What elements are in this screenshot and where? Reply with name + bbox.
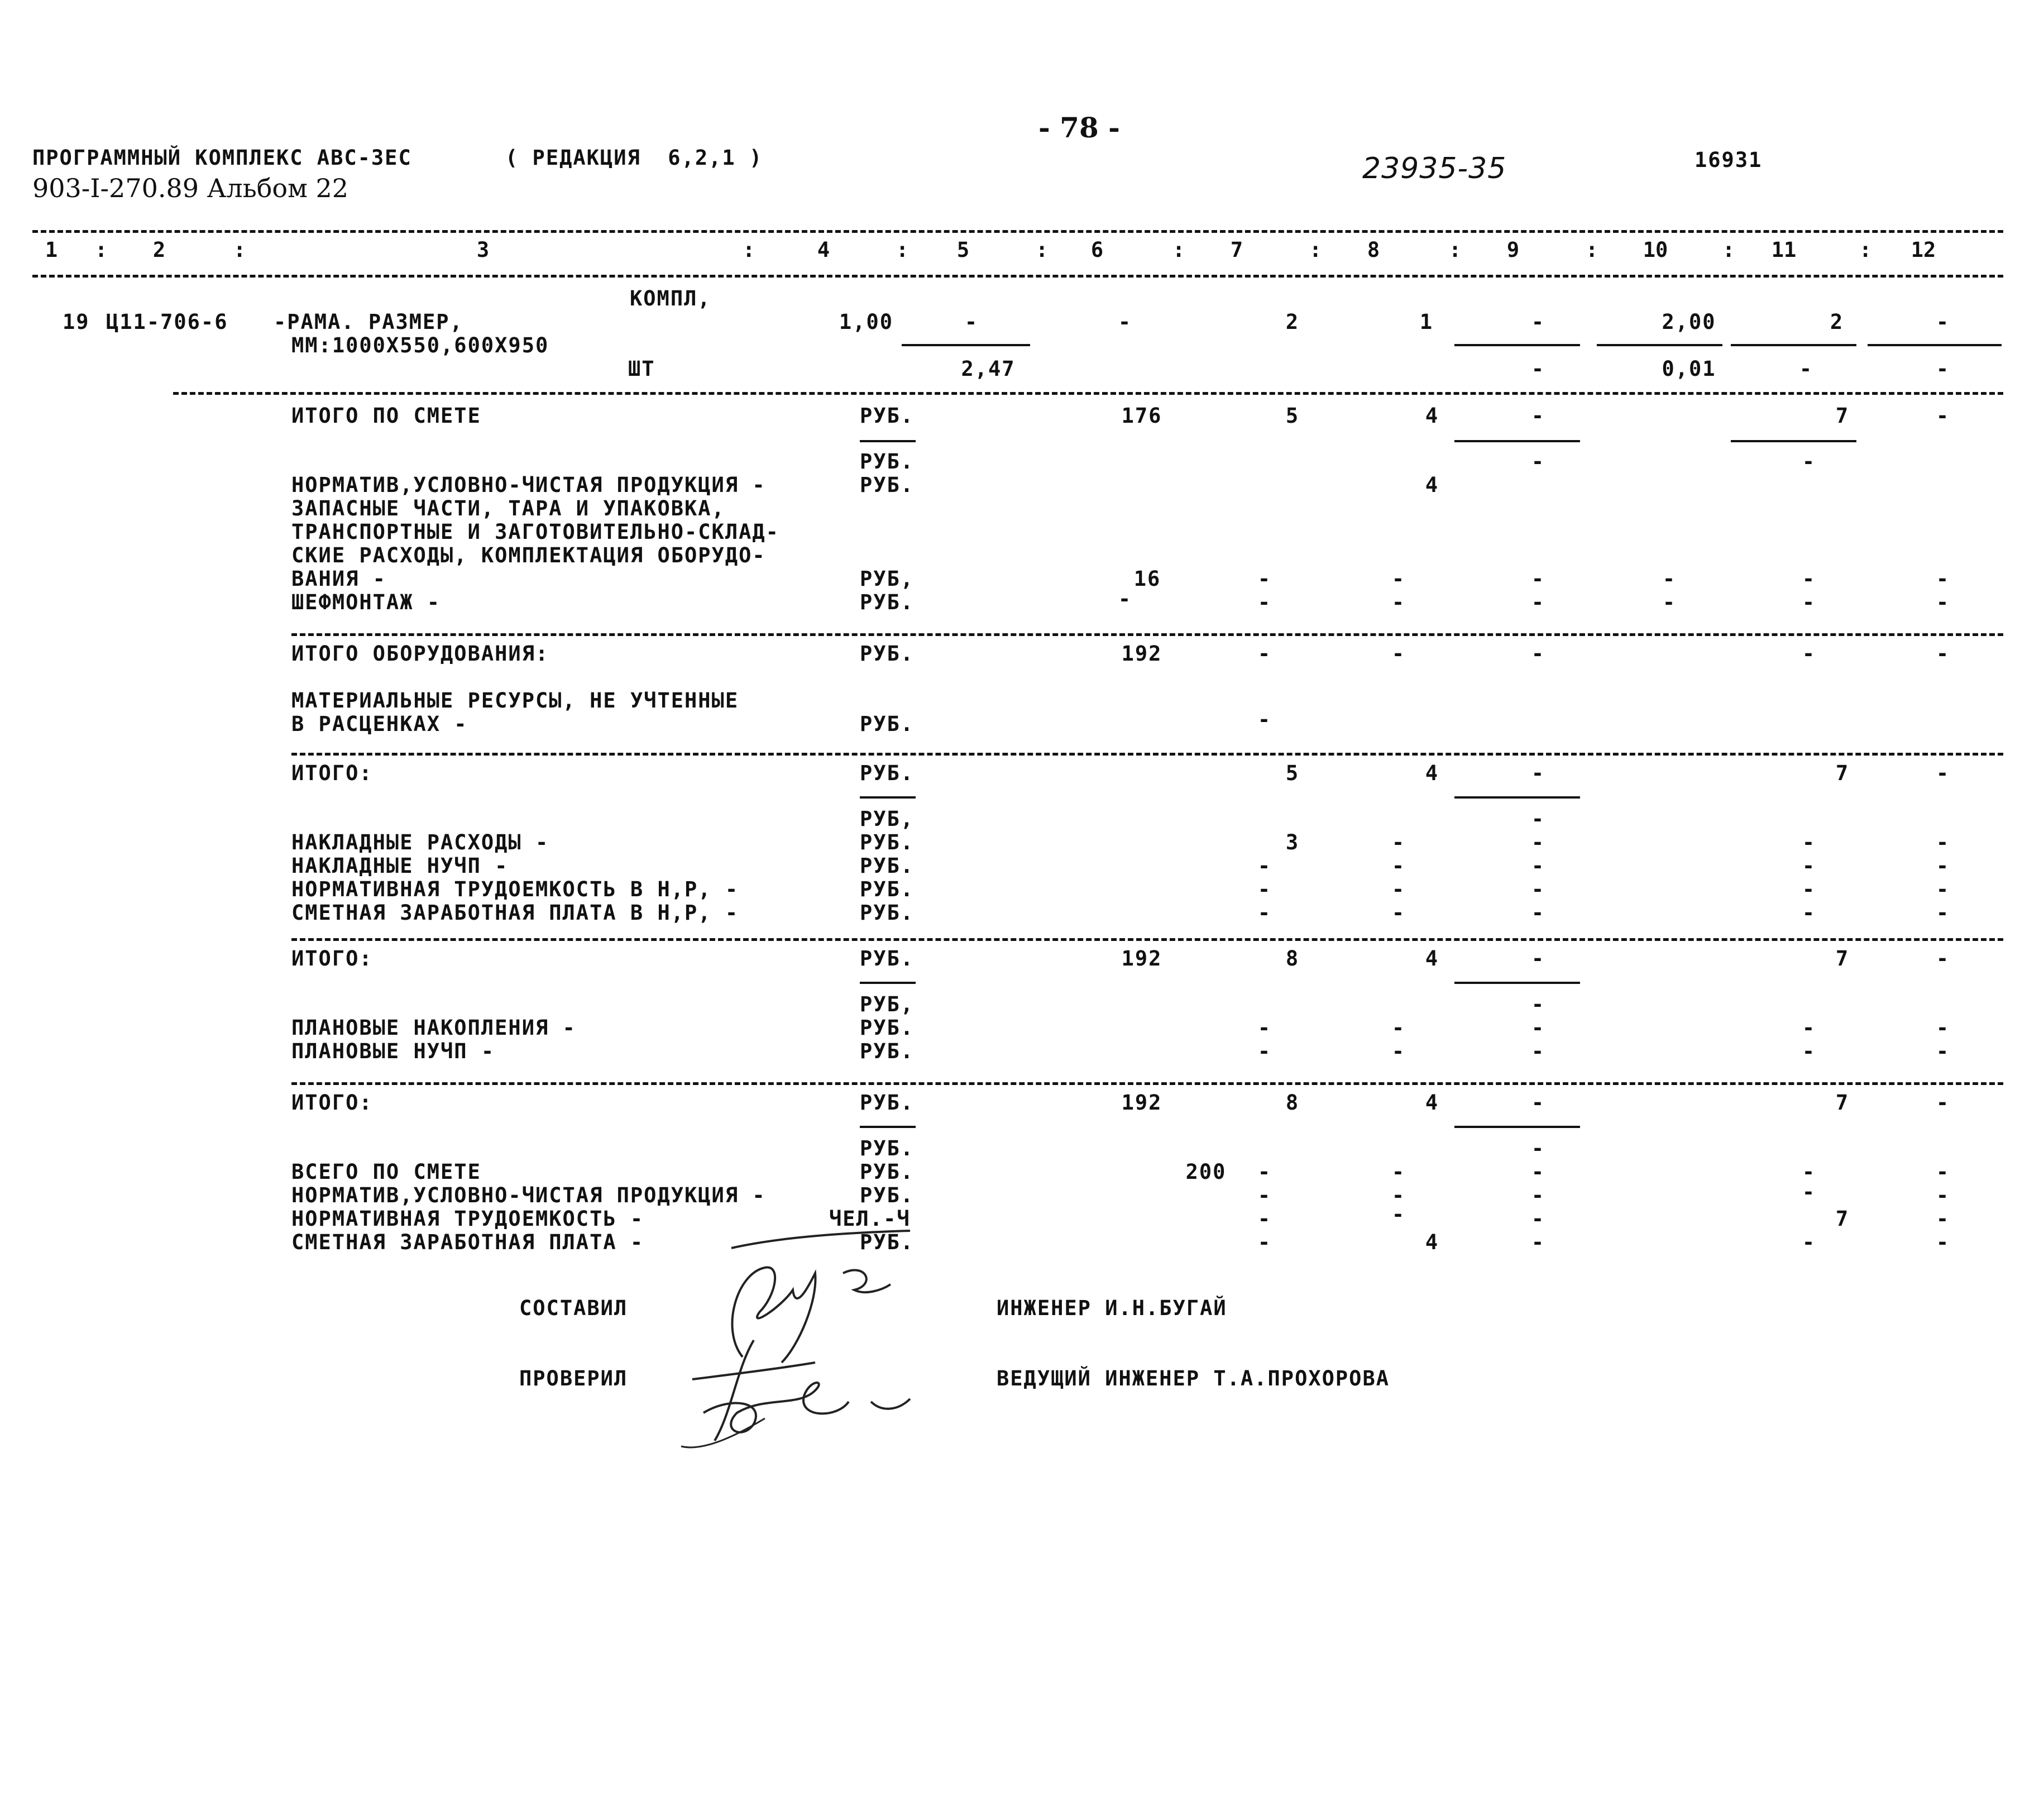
itogo3-col9b: - (1531, 1136, 1545, 1160)
item-col10-bottom: 0,01 (1662, 357, 1716, 381)
item-unit-top: КОМПЛ, (630, 286, 711, 310)
itogo1-unit-rule (860, 796, 916, 799)
nakladnye-nuchp-col9: - (1531, 854, 1545, 878)
shefmontazh-col11: - (1802, 590, 1816, 614)
normativ2-col11: - (1802, 1180, 1816, 1204)
nakladnye-label: НАКЛАДНЫЕ РАСХОДЫ - (291, 830, 549, 854)
norm-trud-np-col8: - (1391, 877, 1406, 901)
nakladnye-col11: - (1802, 830, 1816, 854)
col-separator: : (1036, 238, 1049, 262)
col-separator: : (1859, 238, 1872, 262)
norm-trud-np-col12: - (1936, 877, 1950, 901)
proveril-name: ВЕДУЩИЙ ИНЖЕНЕР Т.А.ПРОХОРОВА (997, 1366, 1390, 1390)
itogo-smeta-col9-rule (1454, 440, 1580, 442)
section-rule (291, 938, 2003, 941)
item-number: 19 (63, 310, 90, 334)
col-separator: : (95, 238, 108, 262)
smet-zp-np-col12: - (1936, 901, 1950, 925)
smet-zp-unit: РУБ. (860, 1230, 915, 1254)
zapchasti-unit: РУБ, (860, 567, 915, 591)
item-qty: 1,00 (839, 310, 893, 334)
itogo3-label: ИТОГО: (291, 1091, 373, 1115)
col-separator: : (896, 238, 909, 262)
itogo2-col12: - (1936, 947, 1950, 971)
itogo3-col9-rule (1454, 1126, 1580, 1128)
plan-nuchp-unit: РУБ. (860, 1039, 915, 1063)
vsego-col6: 200 (1185, 1160, 1227, 1184)
shefmontazh-label: ШЕФМОНТАЖ - (291, 590, 441, 614)
itogo2-col11: 7 (1835, 947, 1850, 971)
col-number-12: 12 (1911, 238, 1936, 262)
project-number: 903-I-270.89 Альбом 22 (32, 173, 349, 203)
col-separator: : (1586, 238, 1598, 262)
plan-nuchp-col9: - (1531, 1039, 1545, 1063)
nakladnye-nuchp-col8: - (1391, 854, 1406, 878)
itogo2-col9b: - (1531, 992, 1545, 1016)
handwritten-code: 23935-35 (1362, 152, 1507, 185)
shefmontazh-col9: - (1531, 590, 1545, 614)
normativ-label: НОРМАТИВ,УСЛОВНО-ЧИСТАЯ ПРОДУКЦИЯ - (291, 473, 766, 497)
smet-zp-label: СМЕТНАЯ ЗАРАБОТНАЯ ПЛАТА - (291, 1230, 644, 1254)
normativ2-col12: - (1936, 1183, 1950, 1207)
plan-nuchp-label: ПЛАНОВЫЕ НУЧП - (291, 1039, 495, 1063)
item-col10-top: 2,00 (1662, 310, 1716, 334)
col-number-3: 3 (476, 238, 490, 262)
header-bottom-rule (32, 275, 2003, 278)
shefmontazh-col12: - (1936, 590, 1950, 614)
itogo-smeta-unit2: РУБ. (860, 450, 915, 474)
item-col11-rule (1731, 344, 1856, 346)
shefmontazh-col8: - (1391, 590, 1406, 614)
itogo-oborud-col8: - (1391, 642, 1406, 666)
itogo-smeta-unit-rule (860, 440, 916, 442)
item-col9-top: - (1531, 310, 1545, 334)
itogo1-col8: 4 (1425, 761, 1439, 785)
col-number-9: 9 (1506, 238, 1520, 262)
item-col5-bottom: 2,47 (961, 357, 1016, 381)
nakladnye-nuchp-col11: - (1802, 854, 1816, 878)
col-number-10: 10 (1643, 238, 1668, 262)
itogo2-col7: 8 (1285, 947, 1300, 971)
page-number: - 78 - (1038, 111, 1120, 144)
normativ-col8: 4 (1425, 473, 1439, 497)
plan-nakop-col7: - (1257, 1016, 1272, 1040)
item-unit-bottom: ШТ (628, 357, 655, 381)
itogo-smeta-col9b: - (1531, 450, 1545, 474)
item-code: Ц11-706-6 (106, 310, 228, 334)
proveril-label: ПРОВЕРИЛ (519, 1366, 628, 1390)
itogo-smeta-unit: РУБ. (860, 404, 915, 428)
col-separator: : (1722, 238, 1735, 262)
vsego-col7: - (1257, 1160, 1272, 1184)
normativ2-col8: - (1391, 1183, 1406, 1207)
itogo-smeta-col6: 176 (1121, 404, 1162, 428)
itogo1-col9-rule (1454, 796, 1580, 799)
nakladnye-col12: - (1936, 830, 1950, 854)
itogo3-col11: 7 (1835, 1091, 1850, 1115)
smet-zp-np-label: СМЕТНАЯ ЗАРАБОТНАЯ ПЛАТА В Н,Р, - (291, 901, 739, 925)
col-number-4: 4 (817, 238, 830, 262)
itogo-oborud-label: ИТОГО ОБОРУДОВАНИЯ: (291, 642, 549, 666)
plan-nakop-col8: - (1391, 1016, 1406, 1040)
nakladnye-nuchp-unit: РУБ. (860, 854, 915, 878)
smet-zp-np-col7: - (1257, 901, 1272, 925)
itogo-smeta-label: ИТОГО ПО СМЕТЕ (291, 404, 481, 428)
itogo-oborud-col7: - (1257, 642, 1272, 666)
col-number-1: 1 (45, 238, 58, 262)
program-name: ПРОГРАММНЫЙ КОМПЛЕКС АВС-3ЕС (32, 146, 412, 170)
section-rule (291, 633, 2003, 636)
item-col5-rule (902, 344, 1030, 346)
plan-nakop-col9: - (1531, 1016, 1545, 1040)
sostavil-name: ИНЖЕНЕР И.Н.БУГАЙ (997, 1296, 1227, 1320)
item-col6: - (1118, 310, 1132, 334)
vsego-col12: - (1936, 1160, 1950, 1184)
zapchasti-line2: ТРАНСПОРТНЫЕ И ЗАГОТОВИТЕЛЬНО-СКЛАД- (291, 520, 779, 544)
normativ2-label: НОРМАТИВ,УСЛОВНО-ЧИСТАЯ ПРОДУКЦИЯ - (291, 1183, 766, 1207)
item-col11-top: 2 (1830, 310, 1844, 334)
norm-trud-np-label: НОРМАТИВНАЯ ТРУДОЕМКОСТЬ В Н,Р, - (291, 877, 739, 901)
itogo1-col12: - (1936, 761, 1950, 785)
norm-trud-col11: 7 (1835, 1207, 1850, 1231)
col-separator: : (743, 238, 755, 262)
smet-zp-col8: 4 (1425, 1230, 1439, 1254)
item-col11-bottom: - (1799, 357, 1813, 381)
itogo2-col9-rule (1454, 982, 1580, 984)
col-number-6: 6 (1090, 238, 1104, 262)
itogo3-col9: - (1531, 1091, 1545, 1115)
document-number: 16931 (1694, 148, 1763, 172)
header-top-rule (32, 230, 2003, 233)
item-col9-bottom: - (1531, 357, 1545, 381)
itogo1-unit2: РУБ, (860, 807, 915, 831)
vsego-col8: - (1391, 1160, 1406, 1184)
norm-trud-np-unit: РУБ. (860, 877, 915, 901)
itogo-smeta-col11: 7 (1835, 404, 1850, 428)
itogo-smeta-col9: - (1531, 404, 1545, 428)
shefmontazh-col6: - (1118, 587, 1132, 611)
shefmontazh-col10: - (1662, 590, 1677, 614)
program-edition: ( РЕДАКЦИЯ 6,2,1 ) (505, 146, 763, 170)
itogo1-unit: РУБ. (860, 761, 915, 785)
itogo3-unit: РУБ. (860, 1091, 915, 1115)
plan-nuchp-col7: - (1257, 1039, 1272, 1063)
col-separator: : (1172, 238, 1185, 262)
normativ2-col7: - (1257, 1183, 1272, 1207)
item-bottom-rule (173, 392, 2003, 395)
smet-zp-col11: - (1802, 1230, 1816, 1254)
material-unit: РУБ. (860, 712, 915, 736)
smet-zp-np-col11: - (1802, 901, 1816, 925)
item-col5-top: - (964, 310, 979, 334)
col-separator: : (233, 238, 246, 262)
item-col8: 1 (1419, 310, 1434, 334)
item-name-line2: ММ:1000Х550,600Х950 (291, 333, 549, 357)
smet-zp-np-unit: РУБ. (860, 901, 915, 925)
zapchasti-line4: ВАНИЯ - (291, 567, 386, 591)
norm-trud-np-col11: - (1802, 877, 1816, 901)
section-rule (291, 753, 2003, 756)
smet-zp-np-col8: - (1391, 901, 1406, 925)
plan-nakop-col11: - (1802, 1016, 1816, 1040)
smet-zp-col7: - (1257, 1230, 1272, 1254)
col-number-2: 2 (152, 238, 166, 262)
nakladnye-col7: 3 (1285, 830, 1300, 854)
col-number-11: 11 (1771, 238, 1797, 262)
itogo2-col6: 192 (1121, 947, 1162, 971)
item-col10-rule (1597, 344, 1722, 346)
vsego-unit: РУБ. (860, 1160, 915, 1184)
nakladnye-col8: - (1391, 830, 1406, 854)
normativ2-unit: РУБ. (860, 1183, 915, 1207)
vsego-col9: - (1531, 1160, 1545, 1184)
normativ-unit: РУБ. (860, 473, 915, 497)
zapchasti-col6: 16 (1133, 567, 1161, 591)
itogo-smeta-col12: - (1936, 404, 1950, 428)
itogo-oborud-col11: - (1802, 642, 1816, 666)
norm-trud-np-col7: - (1257, 877, 1272, 901)
plan-nuchp-col8: - (1391, 1039, 1406, 1063)
zapchasti-line3: СКИЕ РАСХОДЫ, КОМПЛЕКТАЦИЯ ОБОРУДО- (291, 543, 766, 567)
sostavil-label: СОСТАВИЛ (519, 1296, 628, 1320)
material-line1: МАТЕРИАЛЬНЫЕ РЕСУРСЫ, НЕ УЧТЕННЫЕ (291, 689, 739, 713)
norm-trud-unit: ЧЕЛ.-Ч (829, 1207, 911, 1231)
itogo-smeta-col11b: - (1802, 450, 1816, 474)
itogo3-col8: 4 (1425, 1091, 1439, 1115)
itogo-oborud-col6: 192 (1121, 642, 1162, 666)
itogo2-unit: РУБ. (860, 947, 915, 971)
itogo-smeta-col11-rule (1731, 440, 1856, 442)
smet-zp-col9: - (1531, 1230, 1545, 1254)
material-line2: В РАСЦЕНКАХ - (291, 712, 468, 736)
nakladnye-col9: - (1531, 830, 1545, 854)
col-number-8: 8 (1367, 238, 1380, 262)
zapchasti-col7: - (1257, 567, 1272, 591)
itogo1-col9: - (1531, 761, 1545, 785)
shefmontazh-unit: РУБ. (860, 590, 915, 614)
item-col7: 2 (1285, 310, 1300, 334)
itogo-smeta-col8: 4 (1425, 404, 1439, 428)
zapchasti-col8: - (1391, 567, 1406, 591)
itogo1-label: ИТОГО: (291, 761, 373, 785)
col-separator: : (1449, 238, 1462, 262)
smet-zp-col12: - (1936, 1230, 1950, 1254)
nakladnye-unit: РУБ. (860, 830, 915, 854)
nakladnye-nuchp-col7: - (1257, 854, 1272, 878)
itogo-smeta-col7: 5 (1285, 404, 1300, 428)
item-col12-rule (1868, 344, 2002, 346)
plan-nakop-unit: РУБ. (860, 1016, 915, 1040)
norm-trud-col9: - (1531, 1207, 1545, 1231)
item-col9-rule (1454, 344, 1580, 346)
itogo2-col9: - (1531, 947, 1545, 971)
vsego-label: ВСЕГО ПО СМЕТЕ (291, 1160, 481, 1184)
itogo2-col8: 4 (1425, 947, 1439, 971)
col-number-5: 5 (956, 238, 970, 262)
itogo1-col7: 5 (1285, 761, 1300, 785)
itogo3-col12: - (1936, 1091, 1950, 1115)
norm-trud-col7: - (1257, 1207, 1272, 1231)
smet-zp-np-col9: - (1531, 901, 1545, 925)
item-name-line1: -РАМА. РАЗМЕР, (274, 310, 463, 334)
material-col7: - (1257, 708, 1272, 732)
zapchasti-col9: - (1531, 567, 1545, 591)
itogo-oborud-col9: - (1531, 642, 1545, 666)
itogo2-unit2: РУБ, (860, 992, 915, 1016)
col-number-7: 7 (1230, 238, 1243, 262)
normativ2-col9: - (1531, 1183, 1545, 1207)
itogo3-unit2: РУБ. (860, 1136, 915, 1160)
norm-trud-label: НОРМАТИВНАЯ ТРУДОЕМКОСТЬ - (291, 1207, 644, 1231)
nakladnye-nuchp-label: НАКЛАДНЫЕ НУЧП - (291, 854, 509, 878)
section-rule (291, 1082, 2003, 1085)
itogo1-col9b: - (1531, 807, 1545, 831)
nakladnye-nuchp-col12: - (1936, 854, 1950, 878)
plan-nuchp-col11: - (1802, 1039, 1816, 1063)
zapchasti-col12: - (1936, 567, 1950, 591)
norm-trud-col12: - (1936, 1207, 1950, 1231)
itogo3-col7: 8 (1285, 1091, 1300, 1115)
itogo-oborud-col12: - (1936, 642, 1950, 666)
norm-trud-col8: - (1391, 1202, 1406, 1226)
plan-nakop-col12: - (1936, 1016, 1950, 1040)
itogo2-unit-rule (860, 982, 916, 984)
itogo2-label: ИТОГО: (291, 947, 373, 971)
plan-nuchp-col12: - (1936, 1039, 1950, 1063)
plan-nakop-label: ПЛАНОВЫЕ НАКОПЛЕНИЯ - (291, 1016, 576, 1040)
itogo3-col6: 192 (1121, 1091, 1162, 1115)
zapchasti-col10: - (1662, 567, 1677, 591)
item-col12-top: - (1936, 310, 1950, 334)
col-separator: : (1309, 238, 1322, 262)
vsego-col11: - (1802, 1160, 1816, 1184)
norm-trud-np-col9: - (1531, 877, 1545, 901)
item-col12-bottom: - (1936, 357, 1950, 381)
zapchasti-line1: ЗАПАСНЫЕ ЧАСТИ, ТАРА И УПАКОВКА, (291, 496, 725, 520)
shefmontazh-col7: - (1257, 590, 1272, 614)
zapchasti-col11: - (1802, 567, 1816, 591)
itogo-oborud-unit: РУБ. (860, 642, 915, 666)
signature-checker (670, 1329, 927, 1457)
itogo3-unit-rule (860, 1126, 916, 1128)
itogo1-col11: 7 (1835, 761, 1850, 785)
